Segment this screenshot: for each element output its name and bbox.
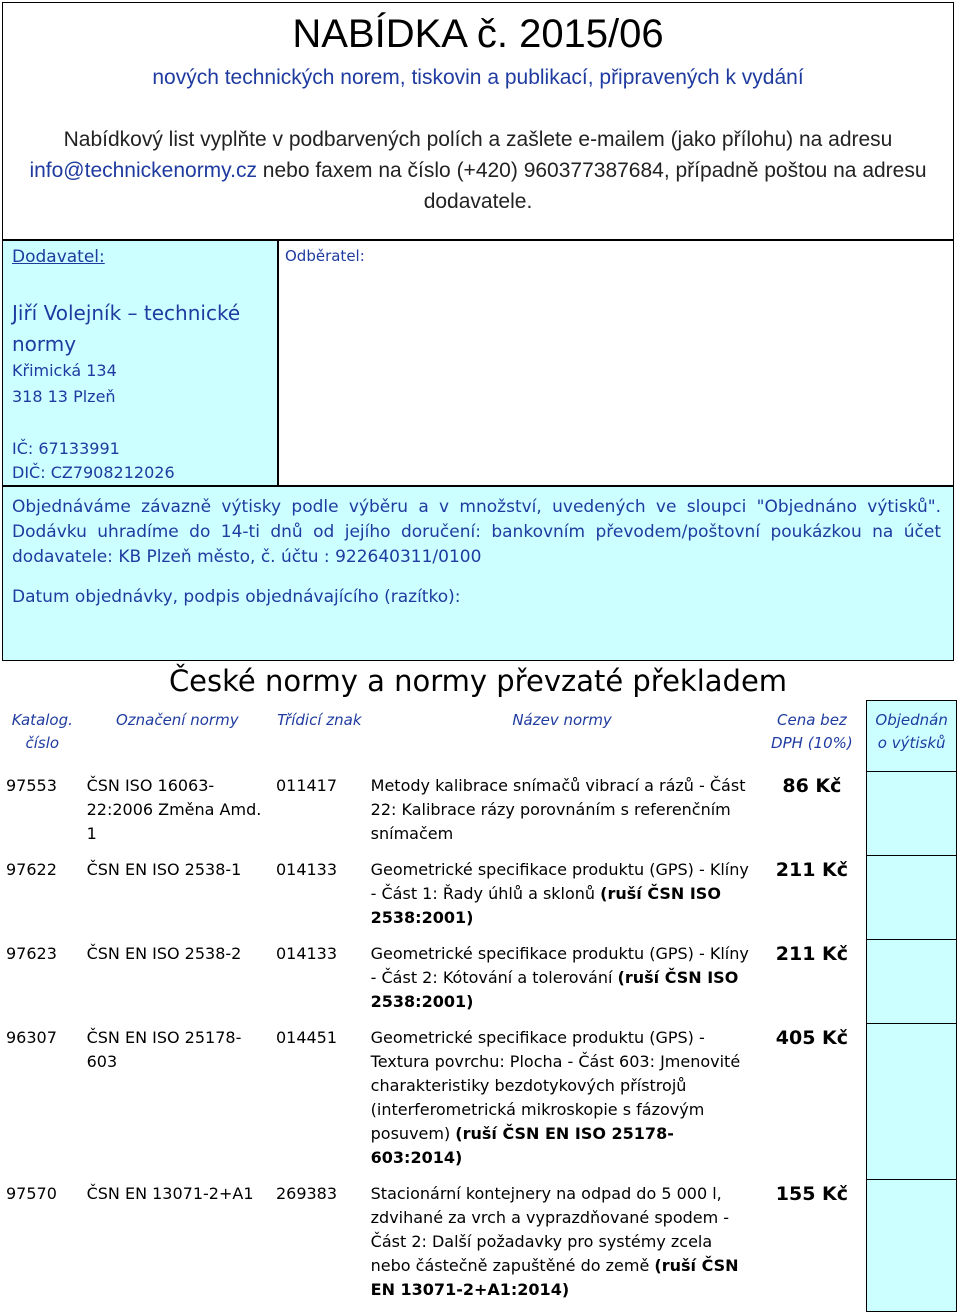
supplier-dic: DIČ: CZ7908212026 [12,463,175,482]
item-catalog: 97623 [6,943,57,963]
item-name-text: Geometrické specifikace produktu (GPS) - Klíny - Část 2: Kótování a tolerování [370,943,749,987]
order-date-signature-label: Datum objednávky, podpis objednávajícího (razítko): [12,587,461,607]
col-price: Cena bez DPH (10%) [771,710,853,752]
item-name [367,1024,758,1180]
table-row [2,856,957,940]
item-catalog: 97622 [6,859,57,879]
order-box[interactable] [2,486,954,661]
item-name [367,1180,758,1312]
item-price: 155 Kč [775,1182,849,1205]
item-class: 269383 [275,1183,338,1203]
item-replaces: (ruší ČSN ISO 2538:2001) [370,967,739,1011]
item-ordered-input[interactable] [867,940,957,1024]
item-ordered-input[interactable] [867,1180,957,1312]
item-class: 011417 [275,775,338,795]
item-name-text: Geometrické specifikace produktu (GPS) - Klíny - Část 1: Řady úhlů a sklonů [370,859,749,903]
offer-title: NABÍDKA č. 2015/06 [292,12,664,56]
item-price: 211 Kč [775,858,849,881]
item-replaces: (ruší ČSN ISO 2538:2001) [370,883,721,927]
items-table [2,700,957,1312]
offer-header [2,2,954,240]
item-class: 014133 [275,859,338,879]
table-row [2,1180,957,1312]
item-code: ČSN EN ISO 2538-1 [86,859,242,879]
item-catalog: 97553 [6,775,57,795]
order-statement: Objednáváme závazně výtisky podle výběru a v množství, uvedených ve sloupci "Objednáno výtisků". Dodávku uhradíme do 14-ti dnů od jejího doručení: bankovním převodem/poštovní poukázkou na účet dodavatele: KB Plzeň město, č. účtu : 922640311/0100 [12,497,941,567]
instructions-text-2: nebo faxem na číslo (+420) 960377387684, případně poštou na adresu dodavatele. [256,159,927,213]
item-code: ČSN EN ISO 25178-603 [86,1027,242,1071]
item-catalog: 96307 [6,1027,57,1047]
table-row [2,772,957,856]
instructions-text-1: Nabídkový list vyplňte v podbarvených polích a zašlete e-mailem (jako přílohu) na adresu [63,128,893,151]
item-price: 405 Kč [775,1026,849,1049]
col-name: Název normy [512,710,612,729]
item-ordered-input[interactable] [867,772,957,856]
supplier-city: 318 13 Plzeň [12,387,116,406]
customer-box[interactable] [278,240,954,486]
supplier-box [2,240,278,486]
supplier-name: Jiří Volejník – technické normy [12,301,241,356]
item-replaces: (ruší ČSN EN 13071-2+A1:2014) [370,1255,739,1299]
table-row [2,1024,957,1180]
customer-label: Odběratel: [285,247,365,265]
col-class: Třídicí znak [277,710,362,729]
supplier-label: Dodavatel: [12,247,105,267]
table-row [2,940,957,1024]
item-price: 211 Kč [775,942,849,965]
item-name-text: Stacionární kontejnery na odpad do 5 000 l, zdvihané za vrch a vyprazdňované spodem - Část 2: Další požadavky pro systémy zcela nebo částečně zapuštěné do země [370,1183,730,1275]
item-ordered-input[interactable] [867,1024,957,1180]
item-catalog: 97570 [6,1183,57,1203]
instructions [21,124,935,217]
item-name-text: Metody kalibrace snímačů vibrací a rázů - Část 22: Kalibrace rázy porovnáním s referenčním snímačem [370,775,746,843]
offer-subtitle: nových technických norem, tiskovin a publikací, připravených k vydání [152,66,804,89]
item-name-text: Geometrické specifikace produktu (GPS) - Textura povrchu: Plocha - Část 603: Jmenovité charakteristiky bezdotykových přístrojů (interferometrická mikroskopie s fázovým posuvem) [370,1027,741,1143]
supplier-ic: IČ: 67133991 [12,439,120,458]
col-ordered: Objednán o výtisků [867,701,957,772]
email-link[interactable]: info@technickenormy.cz [29,159,257,182]
col-code: Označení normy [115,710,239,729]
section-title: České normy a normy převzaté překladem [168,664,788,698]
item-code: ČSN ISO 16063-22:2006 Změna Amd. 1 [86,775,262,843]
item-class: 014133 [275,943,338,963]
item-price: 86 Kč [782,774,842,797]
item-name [367,772,758,856]
item-name [367,856,758,940]
item-code: ČSN EN ISO 2538-2 [86,943,242,963]
col-catalog: Katalog. číslo [11,710,73,752]
item-class: 014451 [275,1027,338,1047]
item-code: ČSN EN 13071-2+A1 [86,1183,254,1203]
item-replaces: (ruší ČSN EN ISO 25178-603:2014) [370,1123,674,1167]
table-header-row [2,701,957,772]
item-name [367,940,758,1024]
supplier-street: Křimická 134 [12,361,117,380]
item-ordered-input[interactable] [867,856,957,940]
